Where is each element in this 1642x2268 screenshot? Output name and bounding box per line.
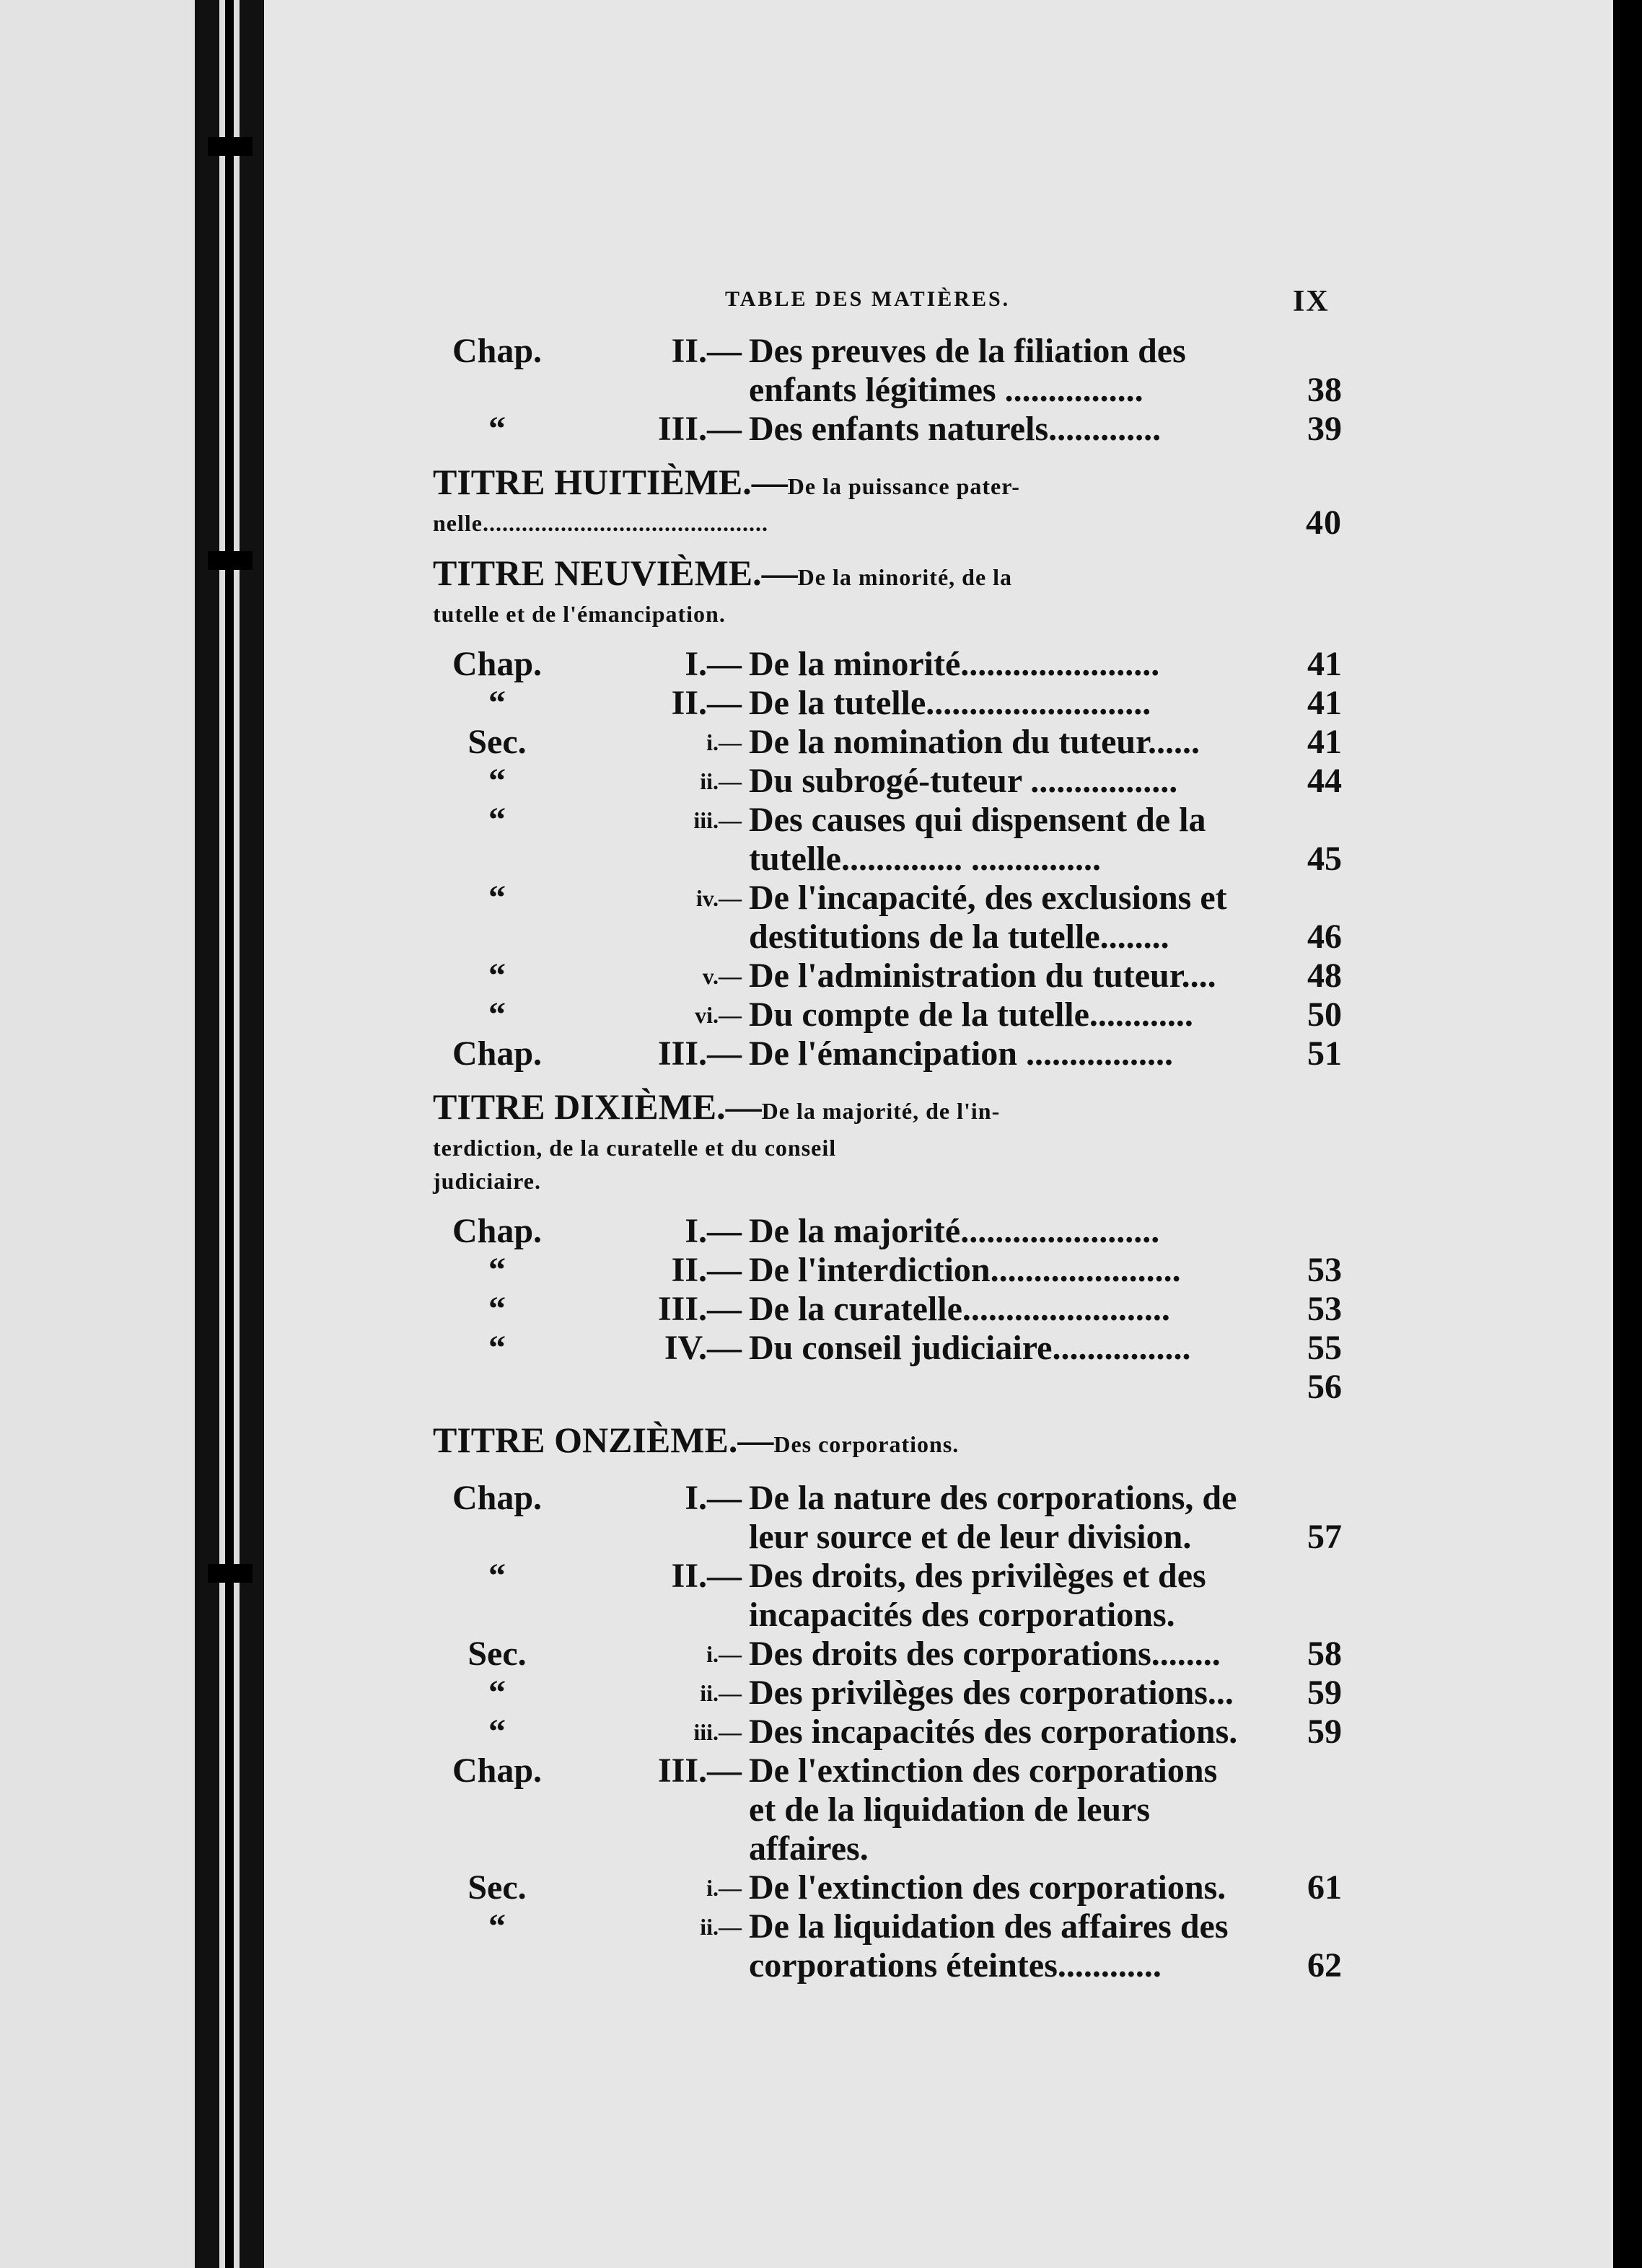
toc-entry	[433, 1829, 1342, 1868]
entry-label: “	[488, 1713, 506, 1751]
entry-title: enfants légitimes ................	[749, 371, 1143, 409]
toc-entry	[433, 1329, 1342, 1368]
binding-clip	[208, 551, 253, 570]
toc-entry	[433, 1212, 1342, 1251]
toc-entry	[433, 332, 1342, 371]
entry-number: III.—	[657, 410, 742, 448]
entry-page: 46	[1307, 918, 1342, 956]
entry-number: i.—	[706, 1641, 742, 1667]
entry-label: “	[488, 801, 506, 839]
entry-title: De la curatelle........................	[749, 1290, 1170, 1328]
entry-title: Des droits, des privilèges et des	[749, 1557, 1206, 1595]
entry-label: “	[488, 879, 506, 917]
toc-block	[433, 1479, 1342, 1985]
entry-number: II.—	[671, 332, 742, 370]
toc-entry	[433, 410, 1342, 449]
entry-label: “	[488, 684, 506, 722]
entry-number: vi.—	[695, 1002, 742, 1028]
toc-entry	[433, 1674, 1342, 1713]
entry-number: I.—	[685, 1212, 742, 1250]
toc-block	[433, 1212, 1342, 1368]
entry-title: De l'extinction des corporations.	[749, 1868, 1226, 1907]
entry-label: Chap.	[452, 1212, 543, 1250]
entry-title: De l'interdiction......................	[749, 1251, 1181, 1289]
toc-entry	[433, 840, 1342, 879]
entry-number: II.—	[671, 1557, 742, 1595]
entry-page: 41	[1307, 645, 1342, 683]
titre-continuation: tutelle et de l'émancipation.	[433, 601, 726, 627]
entry-title: Des enfants naturels.............	[749, 410, 1162, 448]
entry-number: II.—	[671, 684, 742, 722]
entry-title: De la tutelle..........................	[749, 684, 1151, 722]
entry-number: I.—	[685, 1479, 742, 1517]
entry-title: corporations éteintes............	[749, 1946, 1162, 1984]
entry-number: III.—	[657, 1290, 742, 1328]
toc-entry	[433, 957, 1342, 995]
entry-label: Chap.	[452, 1479, 543, 1517]
entry-page: 53	[1307, 1251, 1342, 1289]
entry-page: 62	[1307, 1946, 1342, 1984]
entry-label: Sec.	[467, 1635, 527, 1673]
entry-title: De la nature des corporations, de	[749, 1479, 1237, 1517]
titre-continuation: terdiction, de la curatelle et du conseil	[433, 1135, 837, 1161]
entry-number: ii.—	[700, 1914, 742, 1940]
entry-label: Chap.	[452, 1751, 543, 1790]
entry-title: Des incapacités des corporations.	[749, 1713, 1238, 1751]
toc-entry	[433, 1479, 1342, 1518]
toc-entry	[433, 1868, 1342, 1907]
entry-label: “	[488, 410, 506, 448]
entry-title: Des droits des corporations........	[749, 1635, 1221, 1673]
spine-line	[225, 0, 234, 2268]
entry-title: De l'émancipation .................	[749, 1034, 1173, 1073]
toc-entry	[433, 762, 1342, 801]
toc-entry	[433, 1946, 1342, 1985]
entry-title: Du conseil judiciaire................	[749, 1329, 1191, 1367]
toc-entry	[433, 995, 1342, 1034]
toc-entry	[433, 1713, 1342, 1751]
titre-heading: TITRE HUITIÈME.—De la puissance pater-	[433, 462, 1020, 502]
entry-title: incapacités des corporations.	[749, 1596, 1175, 1634]
entry-page: 57	[1307, 1518, 1342, 1556]
toc-entry	[433, 1907, 1342, 1946]
toc-entry	[433, 371, 1342, 410]
entry-title: Du compte de la tutelle............	[749, 995, 1193, 1034]
entry-page: 44	[1307, 762, 1342, 800]
left-page	[0, 0, 195, 2268]
entry-title: affaires.	[749, 1829, 869, 1868]
toc-entry	[433, 879, 1342, 918]
entry-number: i.—	[706, 1875, 742, 1901]
table-of-contents	[433, 332, 1342, 1985]
entry-page: 55	[1307, 1329, 1342, 1367]
entry-label: “	[488, 957, 506, 995]
entry-number: ii.—	[700, 768, 742, 794]
entry-page: 53	[1307, 1290, 1342, 1328]
toc-entry	[433, 645, 1342, 684]
entry-page: 41	[1307, 723, 1342, 761]
titre-heading: TITRE NEUVIÈME.—De la minorité, de la	[433, 553, 1013, 593]
entry-title: destitutions de la tutelle........	[749, 918, 1169, 956]
toc-entry	[433, 801, 1342, 840]
toc-entry	[433, 918, 1342, 957]
entry-page: 58	[1307, 1635, 1342, 1673]
entry-title: De l'incapacité, des exclusions et	[749, 879, 1227, 917]
toc-entry	[433, 684, 1342, 723]
entry-label: Chap.	[452, 332, 543, 370]
entry-page: 48	[1307, 957, 1342, 995]
toc-entry	[433, 1751, 1342, 1790]
entry-page: 50	[1307, 995, 1342, 1034]
entry-page: 38	[1307, 371, 1342, 409]
entry-number: III.—	[657, 1034, 742, 1073]
entry-label: “	[488, 1329, 506, 1367]
entry-title: et de la liquidation de leurs	[749, 1790, 1151, 1829]
entry-number: IV.—	[664, 1329, 742, 1367]
entry-number: II.—	[671, 1251, 742, 1289]
entry-number: I.—	[685, 645, 742, 683]
toc-entry	[433, 1790, 1342, 1829]
entry-title: tutelle.............. ...............	[749, 840, 1101, 878]
entry-number: iii.—	[693, 807, 742, 833]
entry-page: 59	[1307, 1713, 1342, 1751]
entry-title: De la nomination du tuteur......	[749, 723, 1200, 761]
binding-clip	[208, 1564, 253, 1583]
binding-clip	[208, 137, 253, 156]
entry-number: i.—	[706, 729, 742, 755]
entry-number: iii.—	[693, 1719, 742, 1745]
entry-label: “	[488, 1557, 506, 1595]
running-title: TABLE DES MATIÈRES.	[725, 287, 1011, 311]
entry-title: leur source et de leur division.	[749, 1518, 1192, 1556]
toc-entry	[433, 1290, 1342, 1329]
entry-title: Du subrogé-tuteur .................	[749, 762, 1178, 800]
entry-title: Des preuves de la filiation des	[749, 332, 1186, 370]
entry-title: De l'extinction des corporations	[749, 1751, 1218, 1790]
entry-title: De la minorité.......................	[749, 645, 1160, 683]
entry-number: v.—	[702, 963, 742, 989]
entry-label: “	[488, 1290, 506, 1328]
entry-label: Chap.	[452, 645, 543, 683]
toc-entry	[433, 1518, 1342, 1557]
titre-heading: TITRE ONZIÈME.—Des corporations.	[433, 1420, 960, 1460]
entry-number: iv.—	[695, 885, 742, 911]
entry-title: De l'administration du tuteur....	[749, 957, 1216, 995]
entry-title: Des causes qui dispensent de la	[749, 801, 1206, 839]
toc-entry	[433, 1596, 1342, 1635]
toc-entry	[433, 1251, 1342, 1290]
entry-page: 59	[1307, 1674, 1342, 1712]
entry-label: “	[488, 1907, 506, 1946]
toc-entry: 56	[1307, 1368, 1342, 1406]
entry-title: De la majorité.......................	[749, 1212, 1160, 1250]
entry-page: 61	[1307, 1868, 1342, 1907]
entry-label: “	[488, 762, 506, 800]
toc-entry	[433, 1635, 1342, 1674]
entry-label: “	[488, 1674, 506, 1712]
entry-label: Sec.	[467, 1868, 527, 1907]
page-folio: IX	[1293, 285, 1330, 318]
toc-entry	[433, 723, 1342, 762]
toc-block	[433, 332, 1342, 449]
entry-page: 39	[1307, 410, 1342, 448]
titre-continuation: judiciaire.	[433, 1168, 541, 1194]
entry-label: Sec.	[467, 723, 527, 761]
titre-continuation: nelle............................................ 40	[433, 504, 1342, 542]
toc-entry	[433, 1034, 1342, 1073]
entry-title: Des privilèges des corporations...	[749, 1674, 1234, 1712]
entry-number: ii.—	[700, 1680, 742, 1706]
entry-label: Chap.	[452, 1034, 543, 1073]
entry-number: III.—	[657, 1751, 742, 1790]
entry-page: 51	[1307, 1034, 1342, 1073]
entry-label: “	[488, 995, 506, 1034]
toc-entry	[433, 1557, 1342, 1596]
entry-page: 45	[1307, 840, 1342, 878]
entry-label: “	[488, 1251, 506, 1289]
entry-title: De la liquidation des affaires des	[749, 1907, 1229, 1946]
entry-page: 41	[1307, 684, 1342, 722]
toc-block	[433, 645, 1342, 1073]
titre-heading: TITRE DIXIÈME.—De la majorité, de l'in-	[433, 1086, 1001, 1127]
